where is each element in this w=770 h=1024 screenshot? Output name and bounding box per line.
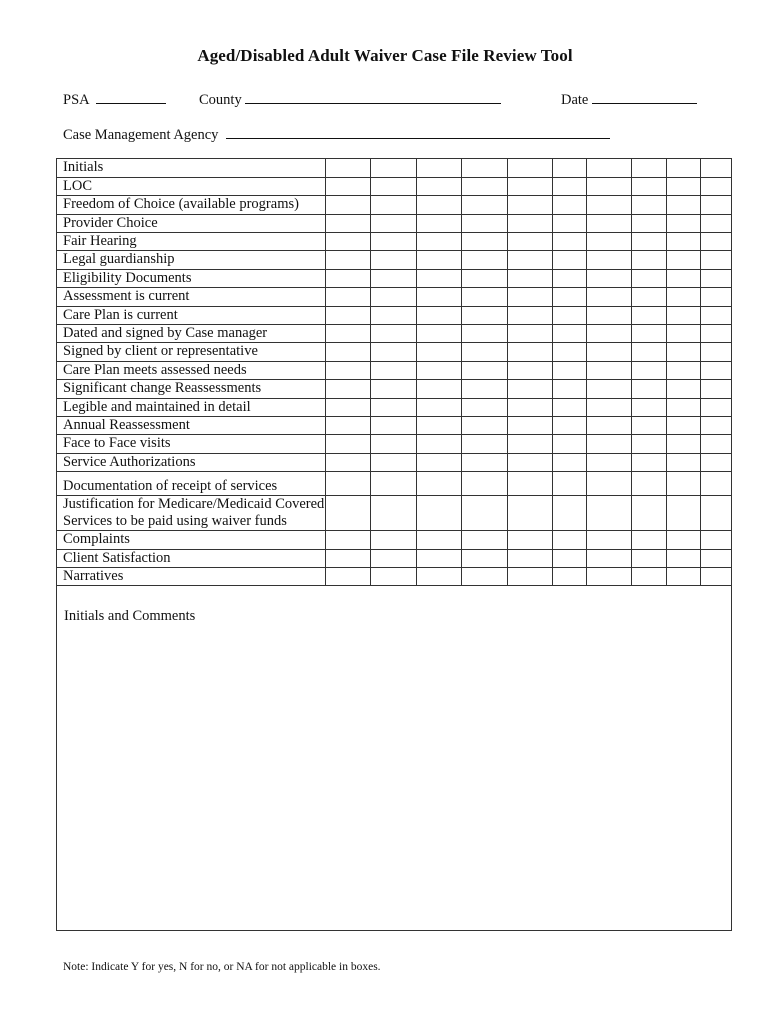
review-checkbox-cell[interactable] [325, 567, 370, 585]
review-checkbox-cell[interactable] [631, 472, 666, 496]
table-row [57, 177, 732, 195]
table-row [57, 549, 732, 567]
review-checkbox-cell[interactable] [507, 343, 552, 361]
review-checkbox-cell[interactable] [461, 196, 507, 214]
review-checkbox-cell[interactable] [700, 531, 732, 549]
review-checkbox-cell[interactable] [700, 196, 732, 214]
review-checkbox-cell[interactable] [370, 251, 416, 269]
review-checkbox-cell[interactable] [586, 306, 631, 324]
review-checkbox-cell[interactable] [631, 435, 666, 453]
review-checkbox-cell[interactable] [370, 269, 416, 287]
review-checkbox-cell[interactable] [416, 196, 461, 214]
review-checkbox-cell[interactable] [325, 531, 370, 549]
review-checkbox-cell[interactable] [700, 549, 732, 567]
review-checkbox-cell[interactable] [461, 531, 507, 549]
review-checkbox-cell[interactable] [416, 361, 461, 379]
review-checkbox-cell[interactable] [416, 214, 461, 232]
review-checkbox-cell[interactable] [586, 177, 631, 195]
review-checkbox-cell[interactable] [586, 233, 631, 251]
review-checkbox-cell[interactable] [325, 269, 370, 287]
review-checkbox-cell[interactable] [552, 269, 586, 287]
review-checkbox-cell[interactable] [370, 472, 416, 496]
table-row [57, 453, 732, 471]
review-checkbox-cell[interactable] [700, 214, 732, 232]
review-checkbox-cell[interactable] [507, 398, 552, 416]
table-row [57, 214, 732, 232]
review-checkbox-cell[interactable] [552, 472, 586, 496]
review-checkbox-cell[interactable] [461, 233, 507, 251]
review-checkbox-cell[interactable] [586, 398, 631, 416]
review-checkbox-cell[interactable] [325, 159, 370, 177]
row-label: Eligibility Documents [57, 269, 325, 287]
review-checkbox-cell[interactable] [461, 567, 507, 585]
row-label: Care Plan meets assessed needs [57, 361, 325, 379]
review-checkbox-cell[interactable] [552, 549, 586, 567]
review-checkbox-cell[interactable] [631, 549, 666, 567]
review-checkbox-cell[interactable] [461, 288, 507, 306]
table-row [57, 343, 732, 361]
table-row [57, 325, 732, 343]
review-checkbox-cell[interactable] [370, 177, 416, 195]
review-checkbox-cell[interactable] [700, 361, 732, 379]
review-checkbox-cell[interactable] [507, 177, 552, 195]
review-checkbox-cell[interactable] [631, 361, 666, 379]
review-checkbox-cell[interactable] [416, 343, 461, 361]
table-row [57, 269, 732, 287]
review-checkbox-cell[interactable] [325, 343, 370, 361]
review-checkbox-cell[interactable] [461, 398, 507, 416]
review-checkbox-cell[interactable] [507, 306, 552, 324]
review-checkbox-cell[interactable] [586, 269, 631, 287]
review-checkbox-cell[interactable] [666, 531, 700, 549]
review-checkbox-cell[interactable] [586, 496, 631, 531]
review-checkbox-cell[interactable] [325, 325, 370, 343]
county-input-line[interactable] [245, 89, 501, 104]
review-checkbox-cell[interactable] [507, 233, 552, 251]
row-label: Legible and maintained in detail [57, 398, 325, 416]
review-checkbox-cell[interactable] [700, 453, 732, 471]
review-checkbox-cell[interactable] [586, 531, 631, 549]
review-checkbox-cell[interactable] [631, 269, 666, 287]
review-checkbox-cell[interactable] [700, 567, 732, 585]
review-checkbox-cell[interactable] [586, 361, 631, 379]
review-checkbox-cell[interactable] [370, 567, 416, 585]
review-checkbox-cell[interactable] [631, 325, 666, 343]
review-checkbox-cell[interactable] [416, 472, 461, 496]
review-checkbox-cell[interactable] [416, 177, 461, 195]
row-label: Complaints [57, 531, 325, 549]
review-checkbox-cell[interactable] [325, 398, 370, 416]
review-checkbox-cell[interactable] [552, 453, 586, 471]
review-checkbox-cell[interactable] [416, 380, 461, 398]
review-checkbox-cell[interactable] [325, 453, 370, 471]
agency-field[interactable] [63, 124, 610, 144]
review-checkbox-cell[interactable] [507, 269, 552, 287]
review-checkbox-cell[interactable] [370, 398, 416, 416]
review-checkbox-cell[interactable] [370, 214, 416, 232]
row-label: Annual Reassessment [57, 416, 325, 434]
review-checkbox-cell[interactable] [552, 159, 586, 177]
review-table [57, 159, 732, 586]
review-checkbox-cell[interactable] [552, 288, 586, 306]
review-checkbox-cell[interactable] [700, 380, 732, 398]
review-checkbox-cell[interactable] [461, 435, 507, 453]
row-label: Narratives [57, 567, 325, 585]
review-checkbox-cell[interactable] [552, 306, 586, 324]
review-checkbox-cell[interactable] [325, 435, 370, 453]
review-checkbox-cell[interactable] [325, 177, 370, 195]
review-checkbox-cell[interactable] [666, 416, 700, 434]
review-checkbox-cell[interactable] [666, 398, 700, 416]
review-checkbox-cell[interactable] [552, 177, 586, 195]
county-field[interactable] [199, 89, 501, 109]
review-checkbox-cell[interactable] [666, 233, 700, 251]
review-checkbox-cell[interactable] [416, 453, 461, 471]
review-checkbox-cell[interactable] [370, 416, 416, 434]
review-checkbox-cell[interactable] [700, 416, 732, 434]
review-checkbox-cell[interactable] [416, 567, 461, 585]
review-checkbox-cell[interactable] [507, 214, 552, 232]
review-checkbox-cell[interactable] [370, 196, 416, 214]
review-checkbox-cell[interactable] [461, 343, 507, 361]
review-checkbox-cell[interactable] [325, 251, 370, 269]
table-row [57, 531, 732, 549]
row-label: Signed by client or representative [57, 343, 325, 361]
review-checkbox-cell[interactable] [631, 306, 666, 324]
table-row [57, 159, 732, 177]
review-checkbox-cell[interactable] [666, 549, 700, 567]
review-checkbox-cell[interactable] [700, 398, 732, 416]
review-checkbox-cell[interactable] [666, 325, 700, 343]
review-checkbox-cell[interactable] [461, 214, 507, 232]
review-checkbox-cell[interactable] [700, 325, 732, 343]
review-checkbox-cell[interactable] [700, 159, 732, 177]
review-checkbox-cell[interactable] [461, 416, 507, 434]
review-checkbox-cell[interactable] [416, 416, 461, 434]
row-label: Justification for Medicare/Medicaid Covered Services to be paid using waiver funds [57, 496, 325, 531]
review-checkbox-cell[interactable] [416, 288, 461, 306]
review-checkbox-cell[interactable] [461, 549, 507, 567]
review-checkbox-cell[interactable] [631, 343, 666, 361]
review-checkbox-cell[interactable] [700, 233, 732, 251]
row-label: Significant change Reassessments [57, 380, 325, 398]
review-checkbox-cell[interactable] [370, 361, 416, 379]
review-checkbox-cell[interactable] [586, 435, 631, 453]
review-checkbox-cell[interactable] [416, 251, 461, 269]
review-checkbox-cell[interactable] [370, 325, 416, 343]
review-checkbox-cell[interactable] [325, 496, 370, 531]
review-checkbox-cell[interactable] [552, 233, 586, 251]
review-checkbox-cell[interactable] [552, 196, 586, 214]
page-title: Aged/Disabled Adult Waiver Case File Review Tool [197, 46, 573, 65]
date-field[interactable] [561, 89, 697, 109]
review-checkbox-cell[interactable] [631, 288, 666, 306]
review-checkbox-cell[interactable] [552, 496, 586, 531]
row-label: Client Satisfaction [57, 549, 325, 567]
review-checkbox-cell[interactable] [666, 288, 700, 306]
review-checkbox-cell[interactable] [666, 361, 700, 379]
review-checkbox-cell[interactable] [631, 177, 666, 195]
review-checkbox-cell[interactable] [666, 453, 700, 471]
review-checkbox-cell[interactable] [416, 435, 461, 453]
review-checkbox-cell[interactable] [507, 435, 552, 453]
review-checkbox-cell[interactable] [700, 343, 732, 361]
review-checkbox-cell[interactable] [586, 567, 631, 585]
county-label: County [199, 92, 242, 108]
review-checkbox-cell[interactable] [416, 398, 461, 416]
review-checkbox-cell[interactable] [416, 233, 461, 251]
review-checkbox-cell[interactable] [631, 380, 666, 398]
row-label: Face to Face visits [57, 435, 325, 453]
review-checkbox-cell[interactable] [631, 416, 666, 434]
review-checkbox-cell[interactable] [586, 251, 631, 269]
review-checkbox-cell[interactable] [631, 567, 666, 585]
review-checkbox-cell[interactable] [552, 416, 586, 434]
review-checkbox-cell[interactable] [416, 531, 461, 549]
review-checkbox-cell[interactable] [631, 196, 666, 214]
review-checkbox-cell[interactable] [552, 398, 586, 416]
review-checkbox-cell[interactable] [552, 361, 586, 379]
review-checkbox-cell[interactable] [700, 251, 732, 269]
psa-input-line[interactable] [96, 89, 166, 104]
review-checkbox-cell[interactable] [552, 531, 586, 549]
review-checkbox-cell[interactable] [325, 380, 370, 398]
review-checkbox-cell[interactable] [666, 177, 700, 195]
review-checkbox-cell[interactable] [666, 306, 700, 324]
row-label: Dated and signed by Case manager [57, 325, 325, 343]
review-checkbox-cell[interactable] [416, 549, 461, 567]
review-checkbox-cell[interactable] [416, 306, 461, 324]
comments-label: Initials and Comments [64, 608, 196, 624]
review-checkbox-cell[interactable] [666, 380, 700, 398]
table-row [57, 398, 732, 416]
review-checkbox-cell[interactable] [666, 472, 700, 496]
review-checkbox-cell[interactable] [700, 177, 732, 195]
review-checkbox-cell[interactable] [586, 288, 631, 306]
row-label: LOC [57, 177, 325, 195]
row-label: Freedom of Choice (available programs) [57, 196, 325, 214]
row-label: Care Plan is current [57, 306, 325, 324]
table-row [57, 472, 732, 496]
table-row [57, 288, 732, 306]
review-checkbox-cell[interactable] [507, 567, 552, 585]
review-checkbox-cell[interactable] [666, 269, 700, 287]
review-checkbox-cell[interactable] [461, 251, 507, 269]
review-checkbox-cell[interactable] [325, 361, 370, 379]
review-checkbox-cell[interactable] [631, 251, 666, 269]
row-label: Service Authorizations [57, 453, 325, 471]
table-row [57, 361, 732, 379]
review-checkbox-cell[interactable] [325, 233, 370, 251]
row-label: Fair Hearing [57, 233, 325, 251]
review-checkbox-cell[interactable] [586, 416, 631, 434]
review-checkbox-cell[interactable] [370, 288, 416, 306]
review-checkbox-cell[interactable] [461, 177, 507, 195]
review-checkbox-cell[interactable] [666, 343, 700, 361]
review-checkbox-cell[interactable] [507, 196, 552, 214]
agency-input-line[interactable] [226, 124, 610, 139]
review-checkbox-cell[interactable] [370, 496, 416, 531]
review-checkbox-cell[interactable] [586, 159, 631, 177]
review-checkbox-cell[interactable] [666, 214, 700, 232]
row-label: Legal guardianship [57, 251, 325, 269]
review-checkbox-cell[interactable] [552, 343, 586, 361]
table-row [57, 306, 732, 324]
review-checkbox-cell[interactable] [700, 435, 732, 453]
review-checkbox-cell[interactable] [325, 306, 370, 324]
review-checkbox-cell[interactable] [461, 380, 507, 398]
review-checkbox-cell[interactable] [507, 453, 552, 471]
table-row [57, 251, 732, 269]
review-checkbox-cell[interactable] [507, 472, 552, 496]
date-label: Date [561, 92, 589, 108]
review-checkbox-cell[interactable] [507, 251, 552, 269]
agency-label: Case Management Agency [63, 127, 219, 143]
review-checkbox-cell[interactable] [586, 196, 631, 214]
review-checkbox-cell[interactable] [416, 269, 461, 287]
table-row [57, 496, 732, 531]
review-checkbox-cell[interactable] [700, 496, 732, 531]
review-checkbox-cell[interactable] [666, 196, 700, 214]
review-checkbox-cell[interactable] [666, 567, 700, 585]
review-checkbox-cell[interactable] [631, 214, 666, 232]
psa-label: PSA [63, 92, 89, 108]
review-checkbox-cell[interactable] [461, 361, 507, 379]
review-checkbox-cell[interactable] [700, 306, 732, 324]
table-row [57, 233, 732, 251]
footnote: Note: Indicate Y for yes, N for no, or NA for not applicable in boxes. [63, 961, 381, 973]
review-checkbox-cell[interactable] [325, 549, 370, 567]
review-checkbox-cell[interactable] [586, 549, 631, 567]
table-row [57, 416, 732, 434]
review-checkbox-cell[interactable] [552, 567, 586, 585]
review-checkbox-cell[interactable] [325, 196, 370, 214]
review-checkbox-cell[interactable] [700, 269, 732, 287]
review-checkbox-cell[interactable] [586, 453, 631, 471]
review-checkbox-cell[interactable] [586, 380, 631, 398]
review-checkbox-cell[interactable] [631, 531, 666, 549]
review-checkbox-cell[interactable] [631, 496, 666, 531]
review-checkbox-cell[interactable] [552, 214, 586, 232]
review-checkbox-cell[interactable] [552, 251, 586, 269]
review-checkbox-cell[interactable] [700, 472, 732, 496]
review-checkbox-cell[interactable] [461, 453, 507, 471]
review-checkbox-cell[interactable] [507, 549, 552, 567]
review-checkbox-cell[interactable] [507, 361, 552, 379]
review-checkbox-cell[interactable] [507, 416, 552, 434]
psa-field[interactable] [63, 89, 166, 109]
review-checkbox-cell[interactable] [370, 306, 416, 324]
review-checkbox-cell[interactable] [507, 380, 552, 398]
review-checkbox-cell[interactable] [586, 472, 631, 496]
review-checkbox-cell[interactable] [416, 496, 461, 531]
review-checkbox-cell[interactable] [325, 416, 370, 434]
review-checkbox-cell[interactable] [461, 159, 507, 177]
review-grid [56, 158, 732, 931]
review-checkbox-cell[interactable] [370, 531, 416, 549]
review-checkbox-cell[interactable] [461, 325, 507, 343]
review-checkbox-cell[interactable] [370, 343, 416, 361]
review-checkbox-cell[interactable] [370, 159, 416, 177]
row-label: Assessment is current [57, 288, 325, 306]
review-checkbox-cell[interactable] [631, 398, 666, 416]
review-checkbox-cell[interactable] [461, 472, 507, 496]
review-checkbox-cell[interactable] [370, 453, 416, 471]
table-row [57, 567, 732, 585]
review-checkbox-cell[interactable] [507, 325, 552, 343]
review-checkbox-cell[interactable] [416, 325, 461, 343]
review-checkbox-cell[interactable] [552, 380, 586, 398]
review-checkbox-cell[interactable] [552, 435, 586, 453]
row-label: Documentation of receipt of services [57, 472, 325, 496]
review-checkbox-cell[interactable] [666, 159, 700, 177]
review-checkbox-cell[interactable] [586, 343, 631, 361]
review-checkbox-cell[interactable] [370, 435, 416, 453]
review-checkbox-cell[interactable] [461, 306, 507, 324]
review-checkbox-cell[interactable] [507, 159, 552, 177]
review-checkbox-cell[interactable] [461, 496, 507, 531]
review-checkbox-cell[interactable] [325, 472, 370, 496]
review-checkbox-cell[interactable] [507, 531, 552, 549]
review-checkbox-cell[interactable] [325, 214, 370, 232]
review-checkbox-cell[interactable] [461, 269, 507, 287]
review-checkbox-cell[interactable] [631, 233, 666, 251]
row-label: Provider Choice [57, 214, 325, 232]
date-input-line[interactable] [592, 89, 697, 104]
review-checkbox-cell[interactable] [370, 233, 416, 251]
table-row [57, 196, 732, 214]
review-checkbox-cell[interactable] [370, 380, 416, 398]
row-label: Initials [57, 159, 325, 177]
review-checkbox-cell[interactable] [507, 288, 552, 306]
review-checkbox-cell[interactable] [666, 496, 700, 531]
table-row [57, 380, 732, 398]
review-checkbox-cell[interactable] [631, 159, 666, 177]
review-checkbox-cell[interactable] [631, 453, 666, 471]
review-checkbox-cell[interactable] [370, 549, 416, 567]
review-checkbox-cell[interactable] [552, 325, 586, 343]
review-checkbox-cell[interactable] [507, 496, 552, 531]
review-checkbox-cell[interactable] [700, 288, 732, 306]
table-row [57, 435, 732, 453]
review-checkbox-cell[interactable] [666, 435, 700, 453]
review-checkbox-cell[interactable] [586, 214, 631, 232]
review-checkbox-cell[interactable] [586, 325, 631, 343]
review-checkbox-cell[interactable] [416, 159, 461, 177]
review-checkbox-cell[interactable] [325, 288, 370, 306]
review-checkbox-cell[interactable] [666, 251, 700, 269]
